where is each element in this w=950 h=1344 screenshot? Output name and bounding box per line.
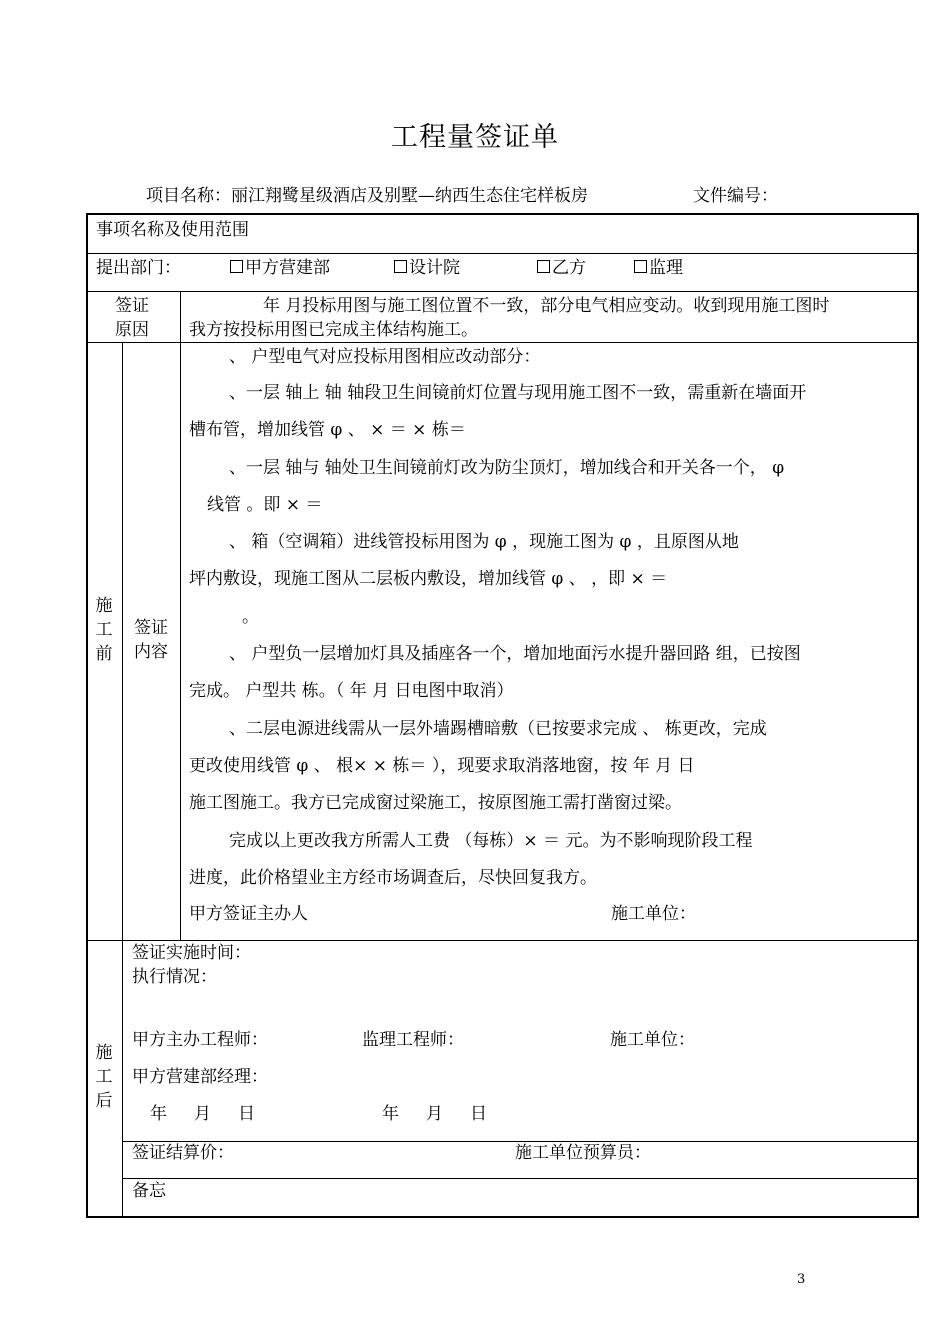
content-line: 。 xyxy=(242,607,259,627)
memo-label: 备忘 xyxy=(132,1181,166,1201)
date-field: 年 月 日 xyxy=(150,1104,256,1124)
content-line: 完成。 户型共 栋。（ 年 月 日电图中取消） xyxy=(189,681,514,701)
content-line: 槽布管，增加线管 φ 、 × ＝ × 栋＝ xyxy=(189,420,466,440)
content-line: 坪内敷设，现施工图从二层板内敷设，增加线管 φ 、 ，即 × ＝ xyxy=(189,569,668,589)
visa-content-label: 签证 内容 xyxy=(134,618,168,662)
visa-form-table xyxy=(86,213,919,1218)
supervisor-engineer-label: 监理工程师： xyxy=(362,1030,464,1050)
table-border-bottom xyxy=(86,1216,919,1218)
row-divider xyxy=(86,253,919,254)
row-divider xyxy=(86,940,919,941)
execution-status-label: 执行情况： xyxy=(132,967,217,987)
budgeter-label: 施工单位预算员： xyxy=(515,1143,651,1163)
owner-manager-label: 甲方营建部经理： xyxy=(132,1067,268,1087)
owner-signatory-label: 甲方签证主办人 xyxy=(189,904,308,924)
content-line: 完成以上更改我方所需人工费 （每栋）× ＝ 元。为不影响现阶段工程 xyxy=(229,831,753,851)
content-line: 更改使用线管 φ 、 根× × 栋＝ ），现要求取消落地窗，按 年 月 日 xyxy=(189,756,695,776)
content-line: 、 户型负一层增加灯具及插座各一个，增加地面污水提升器回路 组，已按图 xyxy=(229,644,801,664)
page-number: 3 xyxy=(797,1272,806,1287)
content-line: 、一层 轴与 轴处卫生间镜前灯改为防尘顶灯，增加线合和开关各一个， φ xyxy=(229,458,785,478)
row-divider xyxy=(86,342,919,343)
department-label: 提出部门： xyxy=(96,258,181,278)
implementation-time-label: 签证实施时间： xyxy=(132,943,251,963)
content-line: 、二层电源进线需从一层外墙踢槽暗敷（已按要求完成 、 栋更改，完成 xyxy=(229,719,767,739)
file-number-label: 文件编号： xyxy=(693,186,778,206)
content-line: 、 箱（空调箱）进线管投标用图为 φ ，现施工图为 φ ，且原图从地 xyxy=(229,532,739,552)
content-line: 、 户型电气对应投标用图相应改动部分： xyxy=(229,347,541,367)
contractor-label: 施工单位： xyxy=(610,1030,695,1050)
dept-option-supervisor[interactable]: 监理 xyxy=(634,257,683,279)
scope-label: 事项名称及使用范围 xyxy=(96,220,249,240)
settlement-price-label: 签证结算价： xyxy=(132,1143,234,1163)
row-divider xyxy=(122,1178,919,1179)
owner-engineer-label: 甲方主办工程师： xyxy=(132,1030,268,1050)
content-line: 、一层 轴上 轴 轴段卫生间镜前灯位置与现用施工图不一致，需重新在墙面开 xyxy=(229,383,807,403)
row-divider xyxy=(86,291,919,292)
contractor-label: 施工单位： xyxy=(611,904,696,924)
section-before-label: 施 工 前 xyxy=(95,596,113,664)
dept-option-design[interactable]: 设计院 xyxy=(394,257,460,279)
column-divider xyxy=(180,291,181,342)
table-border-right xyxy=(917,213,919,1218)
dept-option-contractor[interactable]: 乙方 xyxy=(537,257,586,279)
project-name: 项目名称：丽江翔鹭星级酒店及别墅—纳西生态住宅样板房 xyxy=(146,186,588,206)
document-title: 工程量签证单 xyxy=(391,122,559,153)
section-after-label: 施 工 后 xyxy=(95,1043,113,1111)
content-line: 施工图施工。我方已完成窗过梁施工，按原图施工需打凿窗过梁。 xyxy=(189,793,682,813)
reason-line: 年 月投标用图与施工图位置不一致，部分电气相应变动。收到现用施工图时 xyxy=(263,296,830,316)
checkbox-icon[interactable] xyxy=(394,260,407,273)
reason-line: 我方按投标用图已完成主体结构施工。 xyxy=(189,320,478,340)
content-line: 进度，此价格望业主方经市场调查后，尽快回复我方。 xyxy=(189,868,597,888)
checkbox-icon[interactable] xyxy=(230,260,243,273)
column-divider xyxy=(122,342,123,1218)
checkbox-icon[interactable] xyxy=(634,260,647,273)
reason-label-2: 原因 xyxy=(115,320,149,340)
date-field: 年 月 日 xyxy=(382,1104,488,1124)
checkbox-icon[interactable] xyxy=(537,260,550,273)
table-border-top xyxy=(86,213,919,215)
reason-label-1: 签证 xyxy=(115,296,149,316)
dept-option-owner[interactable]: 甲方营建部 xyxy=(230,257,330,279)
column-divider xyxy=(180,342,181,940)
content-line: 线管 。即 × ＝ xyxy=(207,495,323,515)
